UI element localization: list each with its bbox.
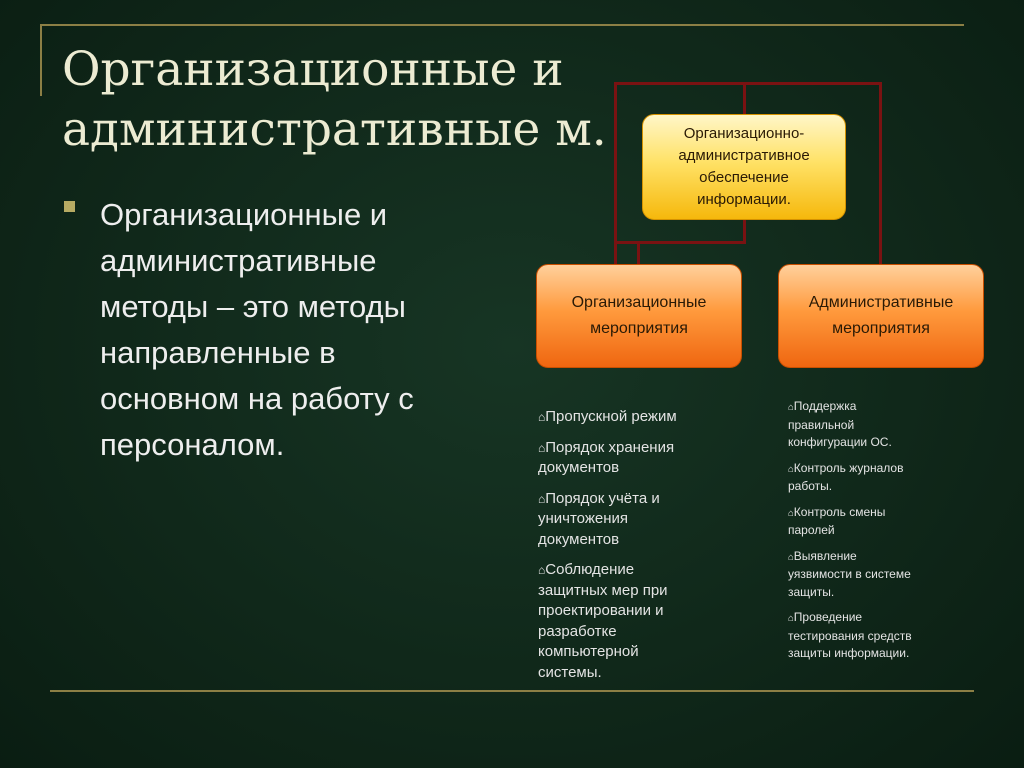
list-marker-icon: ⌂: [788, 402, 794, 413]
list-marker-icon: ⌂: [538, 491, 546, 506]
bottom-rule: [50, 690, 974, 692]
list-item: ⌂Пропускной режим: [538, 408, 677, 425]
list-item: ⌂Контроль журналов работы.: [788, 460, 904, 493]
organizational-measures-list: [538, 407, 738, 693]
left-rule: [40, 24, 42, 96]
connector-left: [637, 244, 640, 264]
bullet-text: Организационные и административные методы – это методы направленные в основном на работу с персоналом.: [100, 197, 414, 462]
list-marker-icon: ⌂: [788, 463, 794, 475]
organizational-box: Организационные мероприятия: [536, 264, 742, 368]
list-marker-icon: ⌂: [538, 410, 546, 424]
list-marker-icon: ⌂: [788, 507, 794, 519]
slide-title: Организационные и административные м.: [62, 42, 607, 157]
administrative-measures-list: [788, 398, 978, 671]
list-marker-icon: ⌂: [538, 440, 546, 455]
list-item: ⌂Контроль смены паролей: [788, 504, 886, 537]
administrative-box: Административные мероприятия: [778, 264, 984, 368]
list-item: ⌂Поддержка правильной конфигурации ОС.: [788, 399, 892, 449]
list-marker-icon: ⌂: [788, 551, 794, 563]
list-item: ⌂Порядок хранения документов: [538, 438, 675, 476]
square-bullet-icon: [64, 201, 75, 212]
top-rule: [40, 24, 964, 26]
list-marker-icon: ⌂: [788, 613, 794, 624]
list-item: ⌂Порядок учёта и уничтожения документов: [538, 489, 660, 548]
top-box: Организационно- административное обеспечение информации.: [642, 114, 846, 220]
list-item: ⌂Выявление уязвимости в системе защиты.: [788, 548, 911, 599]
list-item: ⌂Проведение тестирования средств защиты информации.: [788, 610, 912, 660]
list-item: ⌂Соблюдение защитных мер при проектировании и разработке компьютерной системы.: [538, 561, 668, 681]
list-marker-icon: ⌂: [538, 563, 546, 577]
